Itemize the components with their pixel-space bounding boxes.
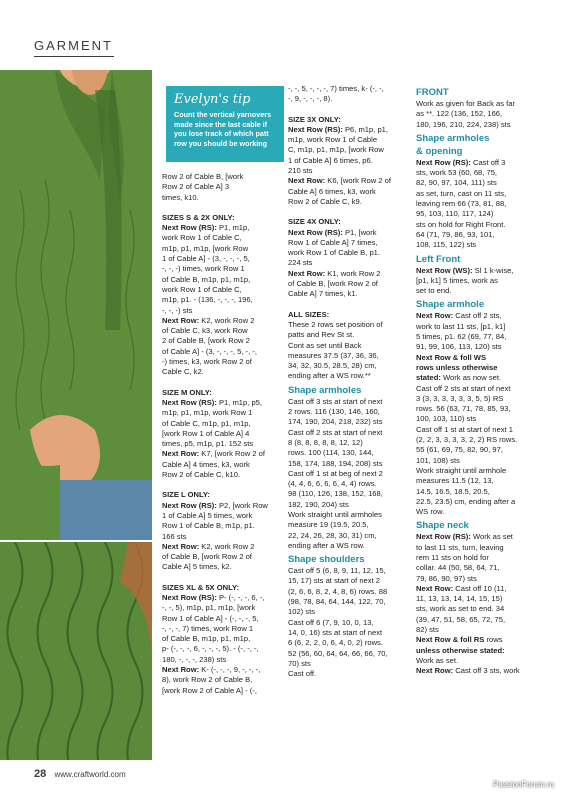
line: Cast off 1 st at beg of next 2 [288, 468, 383, 478]
line: stated: Work as now set. [416, 373, 502, 383]
line: 1 of Cable A] 5 times, work [162, 510, 253, 520]
line: of Cable B, m1p, p1, m1p, [162, 274, 251, 284]
line: of Cable B, [work Row 2 of [288, 279, 378, 289]
line: 174, 190, 204, 218, 232) sts [288, 417, 383, 427]
line: 210 sts [288, 166, 313, 176]
line: Row 1 of Cable A] - (-, -, -, 5, [162, 613, 259, 623]
line: (2, 2, 3, 3, 3, 3, 2, 2) RS rows. [416, 435, 518, 445]
line: Row 1 of Cable B, m1p, p1. [162, 521, 255, 531]
line: [p1, k1] 5 times, work as [416, 275, 498, 285]
line: Next Row & foll WS [416, 352, 487, 362]
line: Row 1 of Cable A] 7 times, [288, 237, 378, 247]
garment-photo-detail [0, 542, 152, 760]
pattern-column-a [162, 172, 286, 696]
line: [work Row 1 of Cable A] 4 [162, 428, 250, 438]
line: measures 37.5 (37, 36, 36, [288, 350, 379, 360]
section-heading: Shape armhole [416, 299, 485, 311]
line: 95, 103, 110, 117, 124) [416, 209, 494, 219]
line: of Cable B, m1p, p1, m1p, [162, 634, 251, 644]
line: 158, 174, 188, 194, 208) sts [288, 458, 383, 468]
line: Next Row: Cast off 10 (11, [416, 583, 507, 593]
size-heading: SIZES S & 2X ONLY: [162, 212, 235, 222]
line: 79, 86, 90, 97) sts [416, 573, 477, 583]
line: (2, 6, 6, 8, 2, 4, 8, 6) rows. 88 [288, 586, 388, 596]
line: Next Row: K2, work Row 2 [162, 315, 255, 325]
site-link[interactable]: www.craftworld.com [54, 770, 126, 779]
pattern-column-b [288, 84, 412, 679]
page-footer [34, 768, 126, 782]
line: -, -, -) times, work Row 1 [162, 264, 245, 274]
line: Cast off 5 (6, 8, 9, 11, 12, 15, [288, 566, 386, 576]
section-heading: FRONT [416, 87, 449, 98]
line: rem 11 sts on hold for [416, 552, 489, 562]
line: -) times, k3, work Row 2 of [162, 357, 252, 367]
line: work Row 1 of Cable C, [162, 284, 242, 294]
garment-photo-top [0, 70, 152, 540]
line: as **. 122 (136, 152, 166, [416, 109, 503, 119]
line: 101, 108) sts [416, 455, 460, 465]
line: Cable A] 5 times, k2. [162, 562, 232, 572]
line: Next Row (RS): P1, m1p, p5, [162, 397, 263, 407]
cable-detail-illustration [0, 542, 152, 760]
line: work Row 1 of Cable B, p1. [288, 248, 381, 258]
line: Row 2 of Cable B, [work [162, 172, 244, 181]
line: 82) sts [416, 625, 439, 635]
line: Next Row: K7, [work Row 2 of [162, 449, 265, 459]
line: 2 of Cable B, [work Row 2 [162, 336, 250, 346]
line: 1 of Cable A] - (3, -, -, -, 5, [162, 254, 250, 264]
line: -, -, -, 7) times, work Row 1 [162, 623, 254, 633]
line: 34, 32, 30.5, 28.5, 28) cm, [288, 361, 377, 371]
line: 3 (3, 3, 3, 3, 3, 3, 5, 5) RS [416, 393, 504, 403]
line: 102) sts [288, 607, 316, 617]
line: Next Row (RS): Work as set [416, 532, 513, 542]
line: Next Row: Cast off 3 sts, work [416, 666, 520, 676]
line: -, 9, -, -, -, 8). [288, 94, 333, 104]
line: rows unless otherwise [416, 362, 498, 372]
pattern-column-c [416, 84, 542, 677]
line: 55 (61, 69, 75, 82, 90, 97, [416, 445, 503, 455]
line: times, k10. [162, 192, 199, 202]
line: 8), work Row 2 of Cable B, [162, 675, 253, 685]
line: 6 (6, 2, 2, 0, 6, 4, 0, 2) rows. [288, 638, 383, 648]
line: 91, 99, 106, 113, 120) sts [416, 342, 502, 352]
line: Next Row (RS): Cast off 3 [416, 157, 506, 167]
line: 100, 103, 110) sts [416, 414, 477, 424]
line: Next Row & foll RS rows [416, 635, 503, 645]
line: Cast off 2 sts at start of next [288, 427, 383, 437]
line: as set, turn, cast on 11 sts, [416, 188, 507, 198]
line: ending after a WS row.** [288, 371, 371, 381]
line: m1p, p1, m1p, [work Row [162, 243, 249, 253]
line: 22, 24, 26, 28, 30, 31) cm, [288, 530, 377, 540]
line: Cast off 6 (7, 9, 10, 0, 13, [288, 617, 374, 627]
line: Next Row (RS): P1, [work [288, 227, 377, 237]
tip-box [166, 86, 284, 162]
line: of Cable B, [work Row 2 of [162, 552, 252, 562]
line: 166 sts [162, 531, 187, 541]
line: -, -, 5), m1p, p1, m1p, [work [162, 603, 256, 613]
line: Next Row (RS): P6, m1p, p1, [288, 124, 389, 134]
line: 182, 190, 204) sts [288, 499, 349, 509]
line: 70) sts [288, 658, 311, 668]
section-heading: & opening [416, 145, 463, 157]
line: 98 (110, 126, 138, 152, 168, [288, 489, 383, 499]
line: measures 11.5 (12, 13, [416, 476, 494, 486]
line: p- (-, -, -, 6, -, -, -, 5). - (-, -, -, [162, 644, 259, 654]
line: 14.5, 16.5, 18.5, 20.5, [416, 486, 490, 496]
line: of Cable C, k3, work Row [162, 326, 248, 336]
line: 180, 196, 210, 224, 238) sts [416, 119, 511, 129]
line: 15, 17) sts at start of next 2 [288, 576, 381, 586]
line: -, -, -) sts [162, 305, 193, 315]
size-heading: SIZE 3X ONLY: [288, 114, 341, 124]
line: Row 2 of Cable C, k9. [288, 196, 362, 206]
size-heading: SIZES XL & 5X ONLY: [162, 582, 240, 592]
line: Work as given for Back as far [416, 99, 516, 108]
line: Cable A] 6 times, k3, work [288, 186, 376, 196]
tip-title: Evelyn's tip [174, 92, 251, 107]
line: sts, work as set to end. 34 [416, 604, 505, 614]
line: set to end. [416, 286, 452, 296]
line: Work straight until armhole [416, 465, 507, 475]
line: Cast off. [288, 669, 317, 679]
line: sts on hold for Right Front. [416, 219, 506, 229]
line: Work as set. [416, 655, 459, 665]
line: work to last 11 sts, [p1, k1] [416, 321, 506, 331]
size-heading: SIZE 4X ONLY: [288, 217, 341, 227]
line: of Cable A] - (3, -, -, -, 5, -, -, [162, 346, 257, 356]
line: Next Row: Cast off 2 sts, [416, 311, 502, 321]
line: 5 times, p1. 62 (69, 77, 84, [416, 332, 507, 342]
line: m1p, p1. - (136, -, -, -, 196, [162, 295, 253, 305]
size-heading: SIZE M ONLY: [162, 387, 212, 397]
line: WS row. [416, 507, 445, 517]
line: Row 2 of Cable A] 3 [162, 182, 230, 192]
section-heading: Shape armholes [288, 384, 362, 396]
header-rule [34, 56, 114, 57]
line: These 2 rows set position of [288, 319, 383, 329]
line: patts and Rev St st. [288, 330, 355, 340]
line: rows. 56 (63, 71, 78, 85, 93, [416, 404, 511, 414]
line: Next Row: K1, work Row 2 [288, 268, 381, 278]
line: 2 rows. 116 (130, 146, 160, [288, 407, 380, 417]
line: sts, work 53 (60, 68, 75, [416, 168, 498, 178]
line: 180, -, -, -, 238) sts [162, 654, 227, 664]
line: (4, 4, 6, 6, 6, 6, 4, 4) rows. [288, 479, 377, 489]
line: Cast off 1 st at start of next 1 [416, 424, 513, 434]
section-heading: Shape armholes [416, 132, 490, 144]
sweater-model-illustration [0, 70, 152, 540]
line: -, -, 5, -, -, -, 7) times, k- (-, -, [288, 84, 384, 93]
line: m1p, p1, m1p, work Row 1 [162, 408, 253, 418]
line: Cable A] 7 times, k1. [288, 289, 358, 299]
line: [work Row 2 of Cable A] - (-, [162, 685, 257, 695]
line: m1p, work Row 1 of Cable [288, 135, 378, 145]
line: Cont as set until Back [288, 340, 362, 350]
line: collar. 44 (50, 58, 64, 71, [416, 563, 500, 573]
line: ending after a WS row. [288, 540, 365, 550]
page-number: 28 [34, 768, 47, 780]
line: Row 2 of Cable C, k10. [162, 470, 241, 480]
line: measure 19 (19.5, 20.5, [288, 520, 369, 530]
size-heading: ALL SIZES: [288, 309, 330, 319]
line: of Cable C, m1p, p1, m1p, [162, 418, 251, 428]
line: Cast off 2 sts at start of next [416, 383, 511, 393]
line: Next Row (RS): P2, [work Row [162, 500, 268, 510]
line: unless otherwise stated: [416, 645, 505, 655]
line: 1 of Cable A] 6 times, p6. [288, 155, 373, 165]
line: Next Row: K2, work Row 2 [162, 541, 255, 551]
line: 14, 0, 16) sts at start of next [288, 627, 383, 637]
size-heading: SIZE L ONLY: [162, 490, 210, 500]
line: Cast off 3 sts at start of next [288, 396, 383, 406]
line: Next Row (WS): Sl 1 k-wise, [416, 265, 514, 275]
line: 224 sts [288, 258, 313, 268]
line: 52 (56, 60, 64, 64, 66, 66, 70, [288, 648, 388, 658]
line: rows. 100 (114, 130, 144, [288, 448, 374, 458]
line: (98, 78, 84, 64, 144, 122, 70, [288, 597, 386, 607]
line: to last 11 sts, turn, leaving [416, 542, 504, 552]
section-heading: Shape shoulders [288, 554, 365, 566]
line: work Row 1 of Cable C, [162, 233, 242, 243]
section-header [0, 0, 566, 60]
line: C, m1p, p1, m1p, [work Row [288, 145, 384, 155]
line: Cable A] 4 times, k3, work [162, 459, 250, 469]
line: 11, 13, 13, 14, 14, 15, 15) [416, 594, 503, 604]
photo-strip [0, 70, 152, 760]
line: 22.5, 23.5) cm, ending after a [416, 496, 516, 506]
line: leaving rem 66 (73, 81, 88, [416, 199, 507, 209]
line: Cable C, k2. [162, 367, 204, 377]
section-heading: Shape neck [416, 520, 469, 532]
line: Next Row: K6, [work Row 2 of [288, 176, 391, 186]
line: 82, 90, 97, 104, 111) sts [416, 178, 497, 188]
line: Next Row (RS): P- (-, -, -, 6, -, [162, 592, 265, 602]
section-heading: Left Front [416, 253, 461, 265]
tip-body: Count the vertical yarnovers made since the last cable if you lose track of which patt row you should be working [174, 110, 272, 148]
line: times, p5, m1p, p1. 152 sts [162, 439, 254, 449]
line: 8 (8, 8, 8, 8, 8, 12, 12) [288, 437, 363, 447]
line: 64 (71, 79, 86, 93, 101, [416, 229, 495, 239]
line: Next Row (RS): P1, m1p, [162, 223, 250, 233]
line: 108, 115, 122) sts [416, 240, 477, 250]
line: Work straight until armholes [288, 509, 382, 519]
watermark: PassionForum.ru [493, 780, 554, 789]
section-label: GARMENT [34, 38, 113, 53]
line: (39, 47, 51, 58, 65, 72, 75, [416, 614, 506, 624]
line: Next Row: K- (-, -, -, 9, -, -, -, [162, 665, 261, 675]
